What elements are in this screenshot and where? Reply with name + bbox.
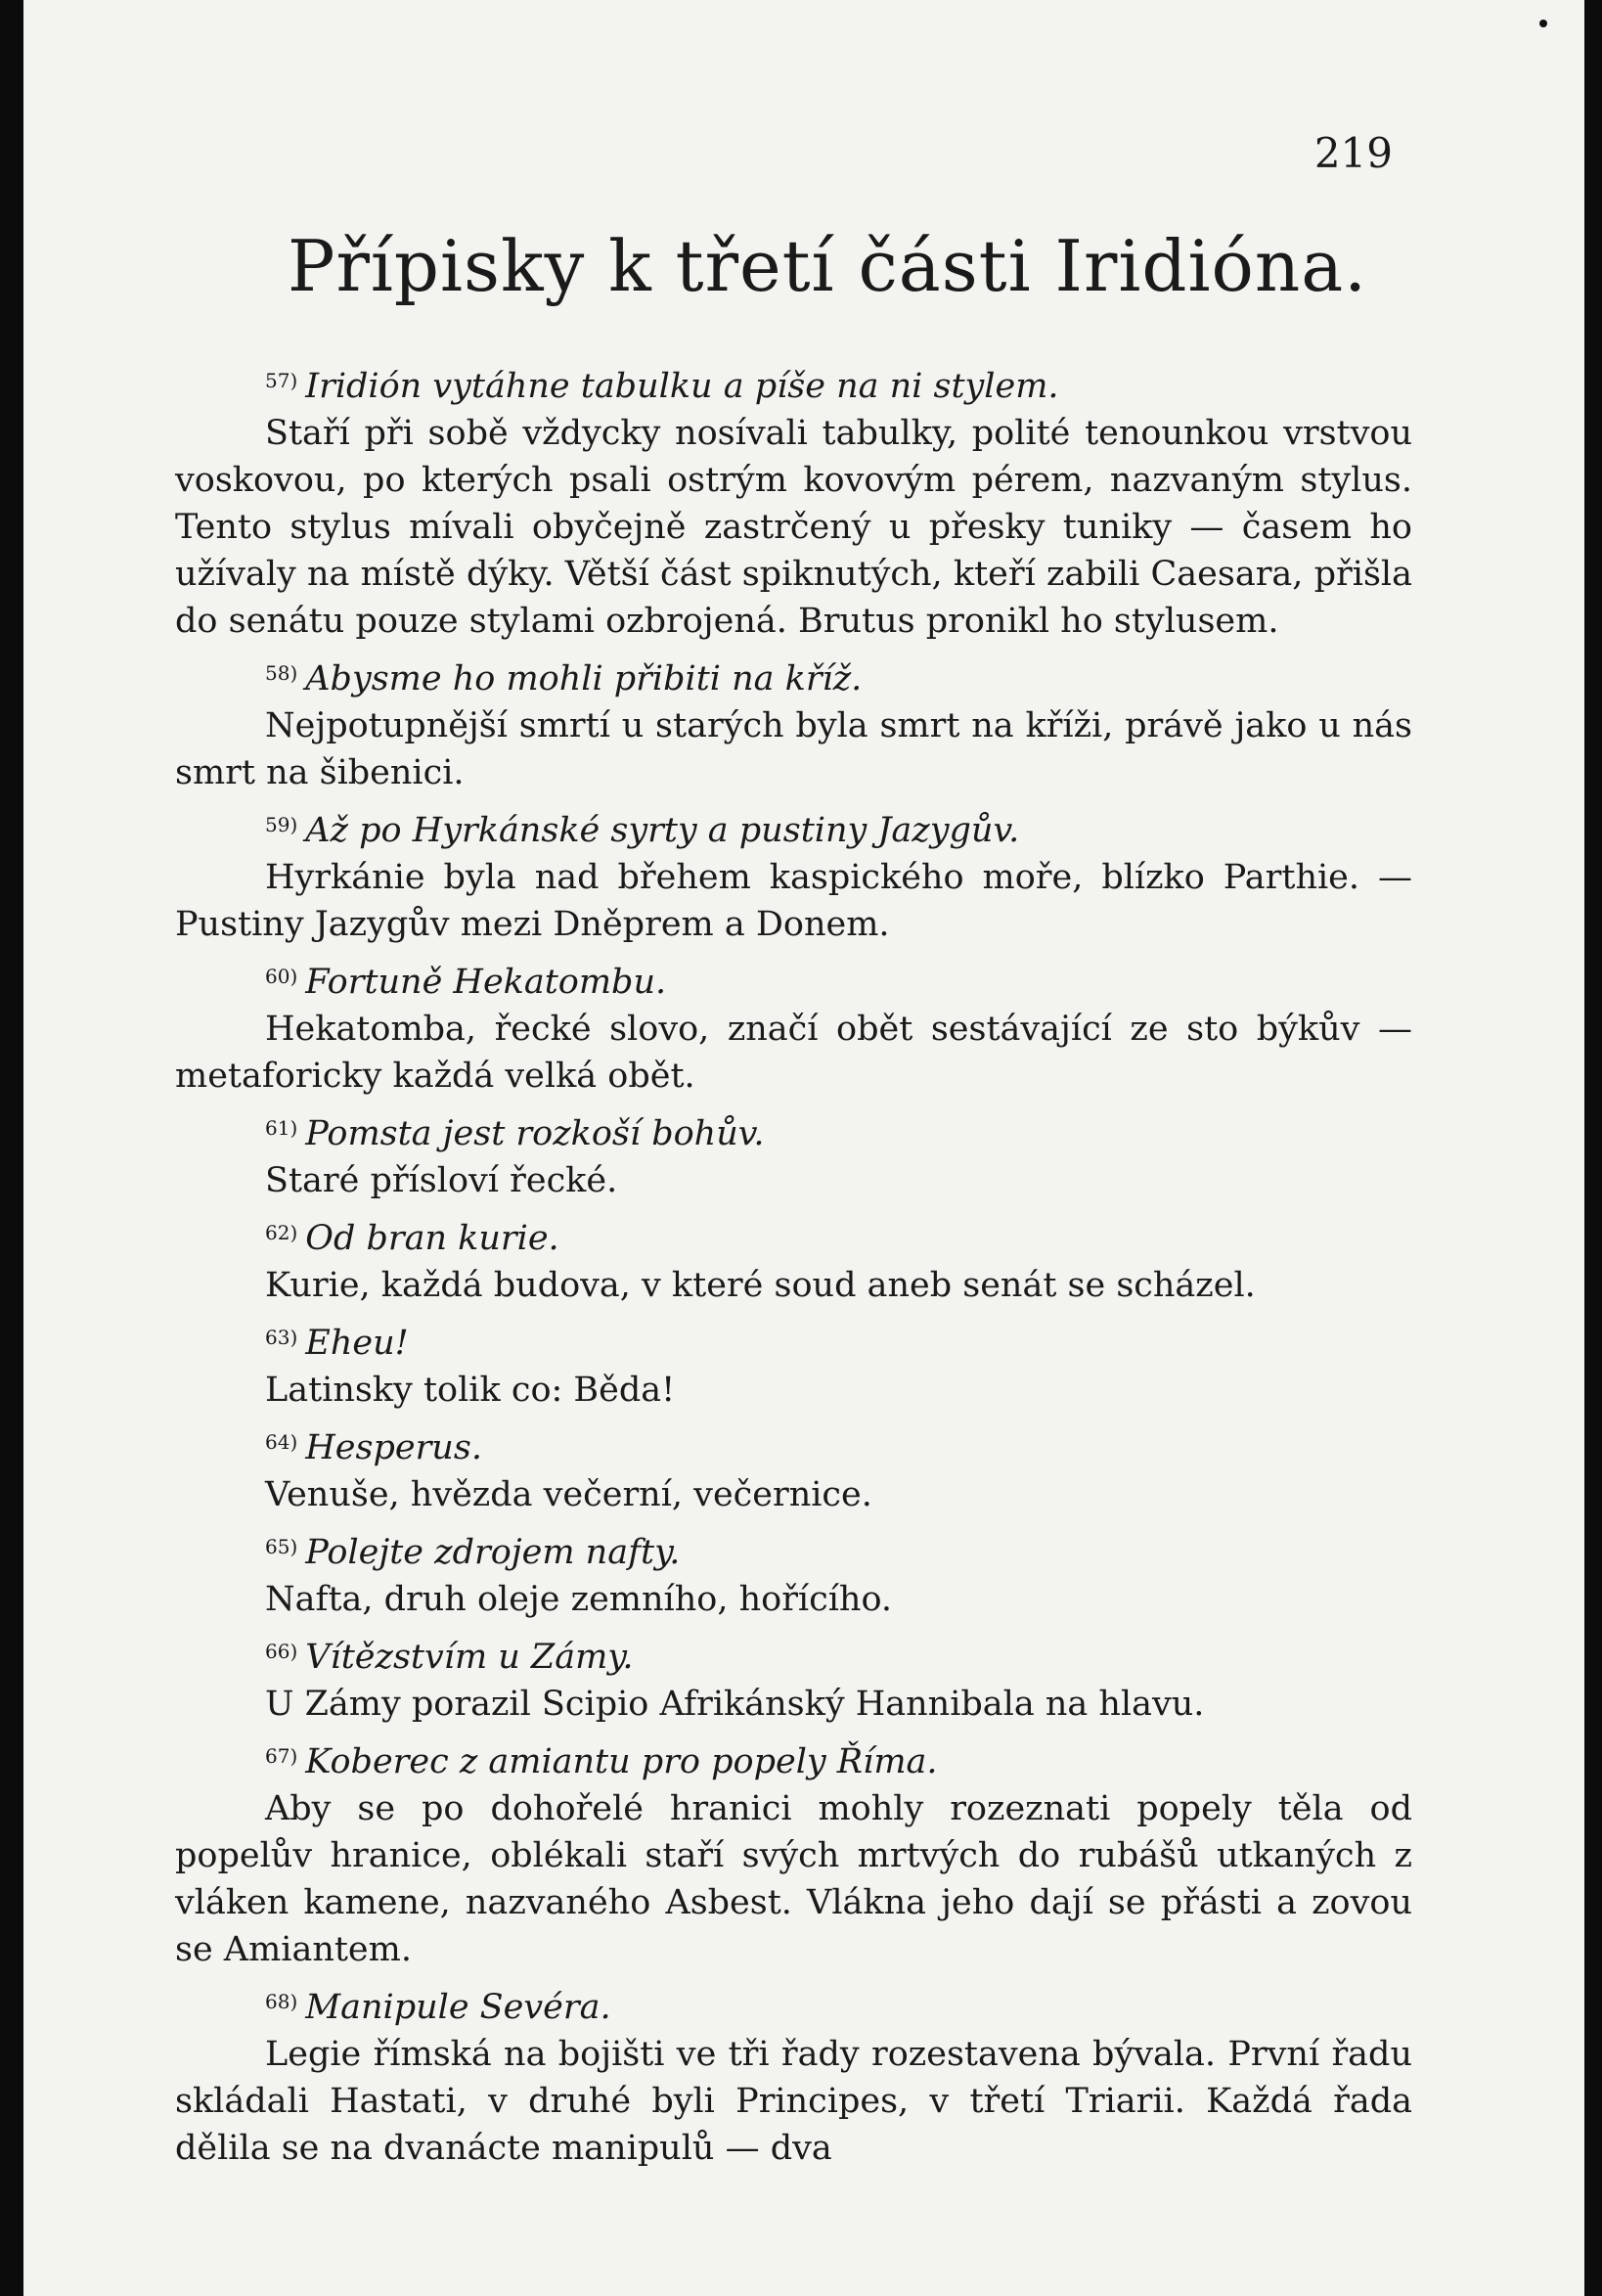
note-heading-text: Vítězstvím u Zámy.	[305, 1638, 634, 1677]
note-text	[175, 1681, 1412, 1728]
note-text	[175, 854, 1412, 948]
note-text-content: Legie římská na bojišti ve tři řady rozestavena bývala. První řadu skládali Hastati, v druhé byli Principes, v třetí Triarii. Každá řada dělila se na dvanácte manipulů — dva	[175, 2035, 1412, 2168]
note-68	[175, 1978, 1412, 2172]
note-heading-text: Pomsta jest rozkoší bohův.	[305, 1114, 765, 1153]
note-text-content: Nafta, druh oleje zemního, hořícího.	[265, 1580, 893, 1619]
page-number: 219	[1313, 129, 1393, 177]
note-text	[175, 1157, 1412, 1204]
note-text	[175, 1262, 1412, 1309]
scan-speck	[1539, 20, 1547, 27]
note-heading	[175, 1314, 1412, 1367]
note-heading	[175, 1104, 1412, 1157]
note-text	[175, 410, 1412, 645]
note-text-content: Kurie, každá budova, v které soud aneb senát se scházel.	[265, 1266, 1256, 1305]
note-text-content: Staří při sobě vždycky nosívali tabulky, polité tenounkou vrstvou voskovou, po kterých psali ostrým kovovým pérem, nazvaným stylus. Tento stylus mívali obyčejně zastrčený u přesky tuniky — časem ho užívaly na místě dýky. Větší část spiknutých, kteří zabili Caesara, přišla do senátu pouze stylami ozbrojená. Brutus pronikl ho stylusem.	[175, 414, 1412, 641]
note-text-content: U Zámy porazil Scipio Afrikánský Hannibala na hlavu.	[265, 1685, 1205, 1724]
note-65	[175, 1523, 1412, 1623]
note-62	[175, 1209, 1412, 1309]
note-heading	[175, 1733, 1412, 1785]
note-heading-text: Od bran kurie.	[305, 1219, 559, 1258]
notes-list	[175, 357, 1412, 2177]
note-number: 57)	[265, 369, 298, 392]
note-text-content: Aby se po dohořelé hranici mohly rozeznati popely těla od popelův hranice, oblékali staří svých mrtvých do rubášů utkaných z vláken kamene, nazvaného Asbest. Vlákna jeho dají se přásti a zovou se Amiantem.	[175, 1789, 1412, 1969]
note-heading-text: Hesperus.	[305, 1428, 482, 1467]
note-heading	[175, 650, 1412, 702]
note-number: 62)	[265, 1221, 298, 1244]
note-number: 65)	[265, 1535, 298, 1558]
note-text	[175, 1367, 1412, 1414]
note-number: 66)	[265, 1640, 298, 1663]
note-67	[175, 1733, 1412, 1973]
note-number: 60)	[265, 965, 298, 988]
note-heading	[175, 1418, 1412, 1471]
note-heading-text: Polejte zdrojem nafty.	[305, 1533, 681, 1572]
note-text	[175, 2031, 1412, 2172]
note-66	[175, 1628, 1412, 1728]
note-heading	[175, 953, 1412, 1006]
note-61	[175, 1104, 1412, 1204]
note-heading	[175, 1523, 1412, 1576]
note-number: 61)	[265, 1116, 298, 1140]
note-57	[175, 357, 1412, 645]
note-heading-text: Koberec z amiantu pro popely Říma.	[305, 1742, 938, 1781]
note-63	[175, 1314, 1412, 1414]
note-58	[175, 650, 1412, 796]
note-heading	[175, 801, 1412, 854]
note-heading-text: Eheu!	[305, 1324, 409, 1363]
note-heading-text: Fortuně Hekatombu.	[305, 963, 667, 1002]
note-text-content: Hekatomba, řecké slovo, značí obět sestávající ze sto býkův — metaforicky každá velká obět.	[175, 1010, 1412, 1096]
note-number: 64)	[265, 1430, 298, 1454]
note-60	[175, 953, 1412, 1100]
note-text-content: Latinsky tolik co: Běda!	[265, 1371, 676, 1410]
note-text-content: Staré přísloví řecké.	[265, 1161, 618, 1200]
note-text-content: Hyrkánie byla nad břehem kaspického moře, blízko Parthie. — Pustiny Jazygův mezi Dněprem a Donem.	[175, 858, 1412, 944]
book-page	[23, 0, 1584, 2296]
note-number: 67)	[265, 1744, 298, 1768]
note-heading	[175, 357, 1412, 410]
note-heading	[175, 1209, 1412, 1262]
note-text-content: Venuše, hvězda večerní, večernice.	[265, 1475, 872, 1514]
note-text	[175, 1785, 1412, 1973]
note-number: 68)	[265, 1990, 298, 2013]
note-heading-text: Abysme ho mohli přibiti na kříž.	[305, 659, 863, 698]
page-title: Přípisky k třetí části Iridióna.	[288, 225, 1368, 307]
note-text-content: Nejpotupnější smrtí u starých byla smrt na kříži, právě jako u nás smrt na šibenici.	[175, 706, 1412, 792]
note-heading	[175, 1978, 1412, 2031]
note-number: 59)	[265, 813, 298, 836]
note-heading-text: Iridión vytáhne tabulku a píše na ni stylem.	[305, 367, 1059, 406]
note-text	[175, 1576, 1412, 1623]
note-number: 58)	[265, 661, 298, 685]
note-heading-text: Manipule Sevéra.	[305, 1988, 611, 2027]
note-64	[175, 1418, 1412, 1518]
note-heading	[175, 1628, 1412, 1681]
note-heading-text: Až po Hyrkánské syrty a pustiny Jazygův.	[305, 811, 1020, 850]
note-text	[175, 702, 1412, 796]
note-text	[175, 1471, 1412, 1518]
note-text	[175, 1006, 1412, 1100]
note-number: 63)	[265, 1326, 298, 1349]
note-59	[175, 801, 1412, 948]
